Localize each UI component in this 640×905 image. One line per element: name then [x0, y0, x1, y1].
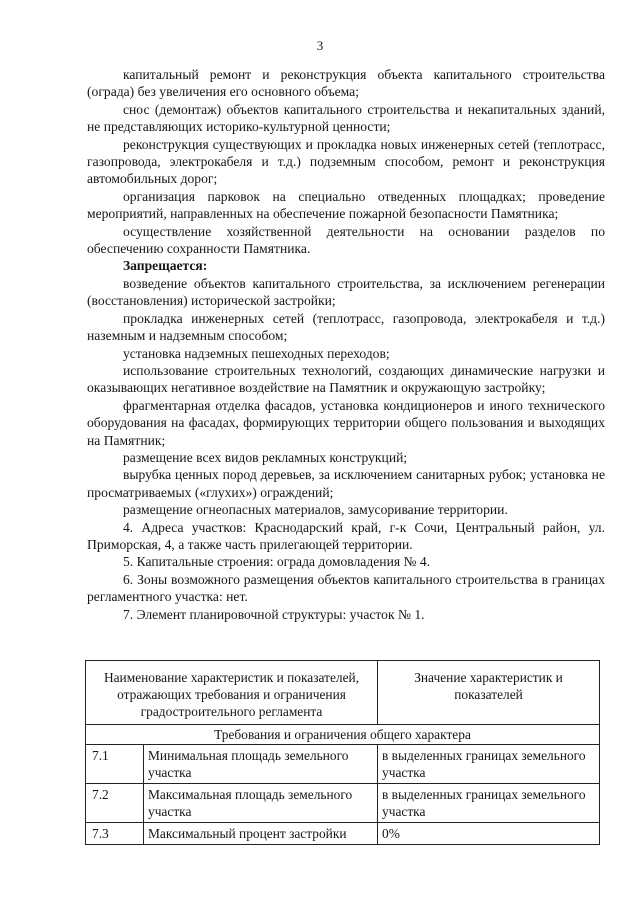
paragraph: реконструкция существующих и прокладка новых инженерных сетей (теплотрасс, газопровода, электрокабеля и т.д.) подземным способом, ремонт и реконструкция автомобильных дорог;	[87, 136, 605, 187]
numbered-item: 7. Элемент планировочной структуры: участок № 1.	[123, 606, 425, 622]
paragraph: возведение объектов капитального строительства, за исключением регенерации (восстановления) исторической застройки;	[87, 275, 605, 309]
section-heading-prohibited: Запрещается:	[123, 258, 208, 274]
row-number: 7.3	[86, 823, 144, 845]
table-section-title: Требования и ограничения общего характера	[86, 725, 600, 745]
table-header-row	[86, 661, 600, 725]
row-name: Минимальная площадь земельного участка	[144, 745, 378, 784]
table-header-characteristic: Наименование характеристик и показателей, отражающих требования и ограничения градостроительного регламента	[86, 661, 378, 725]
paragraph: прокладка инженерных сетей (теплотрасс, газопровода, электрокабеля и т.д.) наземным и надземным способом;	[87, 310, 605, 344]
row-number: 7.2	[86, 784, 144, 823]
paragraph: использование строительных технологий, создающих динамические нагрузки и оказывающих негативное воздействие на Памятник и окружающую застройку;	[87, 362, 605, 396]
document-body	[87, 66, 605, 623]
paragraph: вырубка ценных пород деревьев, за исключением санитарных рубок; установка не просматриваемых («глухих») ограждений;	[87, 467, 605, 500]
regulation-table	[85, 660, 600, 845]
row-name: Максимальный процент застройки	[144, 823, 378, 845]
paragraph: организация парковок на специально отведенных площадках; проведение мероприятий, направленных на обеспечение пожарной безопасности Памятника;	[87, 188, 605, 222]
paragraph: фрагментарная отделка фасадов, установка кондиционеров и иного технического оборудования на фасадах, формирующих территории общего пользования и выходящих на Памятник;	[87, 397, 605, 448]
paragraph: осуществление хозяйственной деятельности на основании разделов по обеспечению сохранности Памятника.	[87, 223, 605, 257]
row-value: 0%	[378, 823, 600, 845]
table-row	[86, 823, 600, 845]
table-row	[86, 745, 600, 784]
table-section-row	[86, 725, 600, 745]
row-name: Максимальная площадь земельного участка	[144, 784, 378, 823]
paragraph: капитальный ремонт и реконструкция объекта капитального строительства (ограда) без увеличения его основного объема;	[87, 67, 605, 100]
table-row	[86, 784, 600, 823]
row-number: 7.1	[86, 745, 144, 784]
numbered-item: 6. Зоны возможного размещения объектов капитального строительства в границах регламентного участка: нет.	[87, 571, 605, 605]
paragraph: размещение всех видов рекламных конструкций;	[123, 449, 408, 465]
paragraph: размещение огнеопасных материалов, замусоривание территории.	[123, 502, 508, 518]
page-number: 3	[316, 38, 324, 53]
row-value: в выделенных границах земельного участка	[378, 745, 600, 784]
numbered-item: 4. Адреса участков: Краснодарский край, г-к Сочи, Центральный район, ул. Приморская, 4, а также часть прилегающей территории.	[87, 519, 605, 552]
table-header-value: Значение характеристик и показателей	[378, 661, 600, 725]
paragraph: снос (демонтаж) объектов капитального строительства и некапитальных зданий, не представляющих историко-культурной ценности;	[87, 101, 605, 135]
paragraph: установка надземных пешеходных переходов;	[123, 345, 390, 361]
row-value: в выделенных границах земельного участка	[378, 784, 600, 823]
numbered-item: 5. Капитальные строения: ограда домовладения № 4.	[123, 554, 431, 570]
